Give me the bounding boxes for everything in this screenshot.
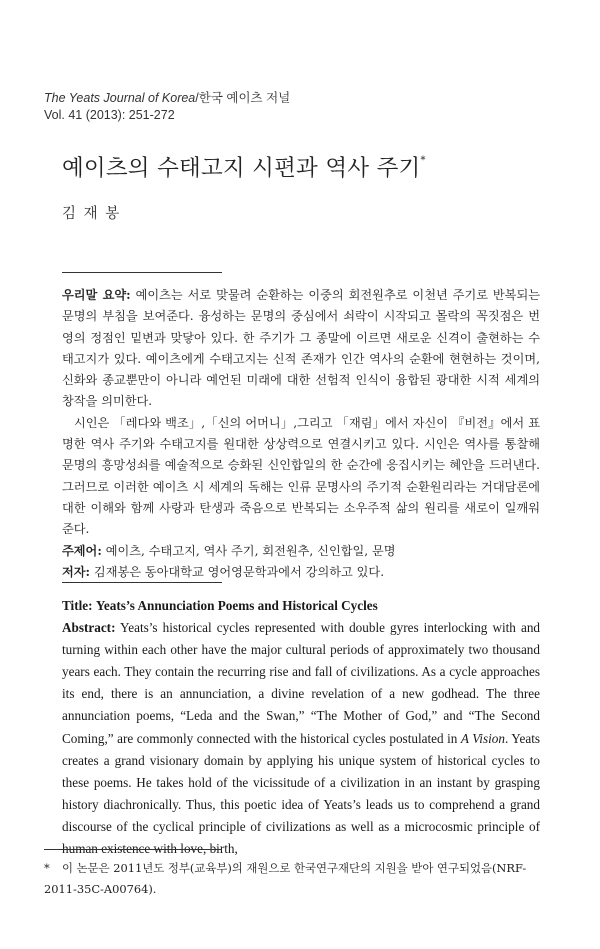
english-title-line — [62, 595, 540, 617]
divider-top — [62, 272, 222, 273]
journal-separator: / — [195, 91, 199, 105]
english-abstract-text-after: . Yeats creates a grand visionary domain by applying his unique system of historical cycles to these poems. He takes hold of the vicissitude of a civilization in an instant by grasping history diachronically. Thus, this poetic idea of Yeats’s leads us to comprehend a grand discourse of the cyclical principle of civilizations as well as a microcosmic principle of human existence with love, birth, — [62, 730, 541, 857]
keywords-label: 주제어: — [62, 543, 102, 558]
article-author: 김 재 봉 — [62, 206, 120, 222]
korean-abstract-para1 — [62, 285, 540, 413]
korean-abstract-para2: 시인은 「레다와 백조」,「신의 어머니」,그리고 「재림」에서 자신이 『비전』에서 표명한 역사 주기와 수태고지를 원대한 상상력으로 연결시키고 있다. 시인은 역사를 통찰해 문명의 흥망성쇠를 예술적으로 승화된 신인합일의 한 순간에 응집시키는 혜안을 드러낸다. 그러므로 이러한 예이츠 시 세계의 독해는 인류 문명사의 주기적 순환원리라는 거대담론에 대한 이해와 함께 사랑과 탄생과 죽음으로 반복되는 소우주적 삶의 원리를 새로이 일깨워준다. — [62, 415, 540, 537]
footnote-divider — [44, 849, 222, 850]
english-abstract-book-title: A Vision — [460, 730, 505, 746]
english-abstract-text-before: Yeats’s historical cycles represented with double gyres interlocking with and turning within each other have the major cultural periods of approximately two thousand years each. They contain the recurring rise and fall of civilizations. As a cycle approaches its end, there is an annunciation, a divine revelation of a new godhead. The three annunciation poems, “Leda and the Swan,” “The Mother of God,” and “The Second Coming,” are commonly connected with the historical cycles postulated in — [62, 620, 541, 746]
english-abstract-body — [62, 617, 540, 860]
footnote-marker: * — [44, 861, 50, 875]
korean-abstract — [62, 285, 540, 583]
english-abstract-label: Abstract: — [62, 620, 116, 636]
author-note-text: 김재봉은 동아대학교 영어영문학과에서 강의하고 있다. — [93, 564, 385, 579]
footnote-text: 이 논문은 2011년도 정부(교육부)의 재원으로 한국연구재단의 지원을 받아 연구되었음(NRF-2011-35C-A00764). — [44, 861, 527, 896]
keywords-line — [62, 541, 540, 562]
footnote — [44, 858, 544, 900]
korean-abstract-text1: 예이츠는 서로 맞물려 순환하는 이중의 회전원추로 이천년 주기로 반복되는 문명의 부침을 보여준다. 융성하는 문명의 중심에서 쇠락이 시작되고 몰락의 꼭짓점은 번영의 정점인 밑변과 맞닿아 있다. 한 주기가 그 종말에 이르면 새로운 신격이 출현하는 수태고지가 있다. 예이츠에게 수태고지는 신적 존재가 인간 역사의 순환에 현현하는 것이며, 신화와 종교뿐만이 아니라 예언된 미래에 대한 선험적 인식이 융합된 광대한 시적 세계의 창작을 의미한다. — [62, 288, 541, 409]
journal-name-en: The Yeats Journal of Korea — [44, 91, 196, 105]
english-title-text: Yeats’s Annunciation Poems and Historical Cycles — [95, 598, 378, 613]
journal-name-line — [44, 90, 290, 107]
keywords-text: 예이츠, 수태고지, 역사 주기, 회전원추, 신인합일, 문명 — [105, 543, 396, 558]
volume-info: Vol. 41 (2013): 251-272 — [44, 108, 175, 122]
journal-header — [44, 90, 290, 124]
english-abstract — [62, 595, 540, 860]
journal-name-ko: 한국 예이츠 저널 — [198, 91, 291, 105]
author-note-label: 저자: — [62, 564, 91, 579]
author-note-line — [62, 562, 540, 583]
korean-abstract-label: 우리말 요약: — [62, 288, 131, 302]
english-title-label: Title: — [62, 598, 93, 613]
article-title — [62, 150, 426, 184]
title-footnote-mark: * — [420, 155, 426, 166]
divider-middle — [62, 582, 222, 583]
article-title-text: 예이츠의 수태고지 시편과 역사 주기 — [62, 155, 421, 182]
